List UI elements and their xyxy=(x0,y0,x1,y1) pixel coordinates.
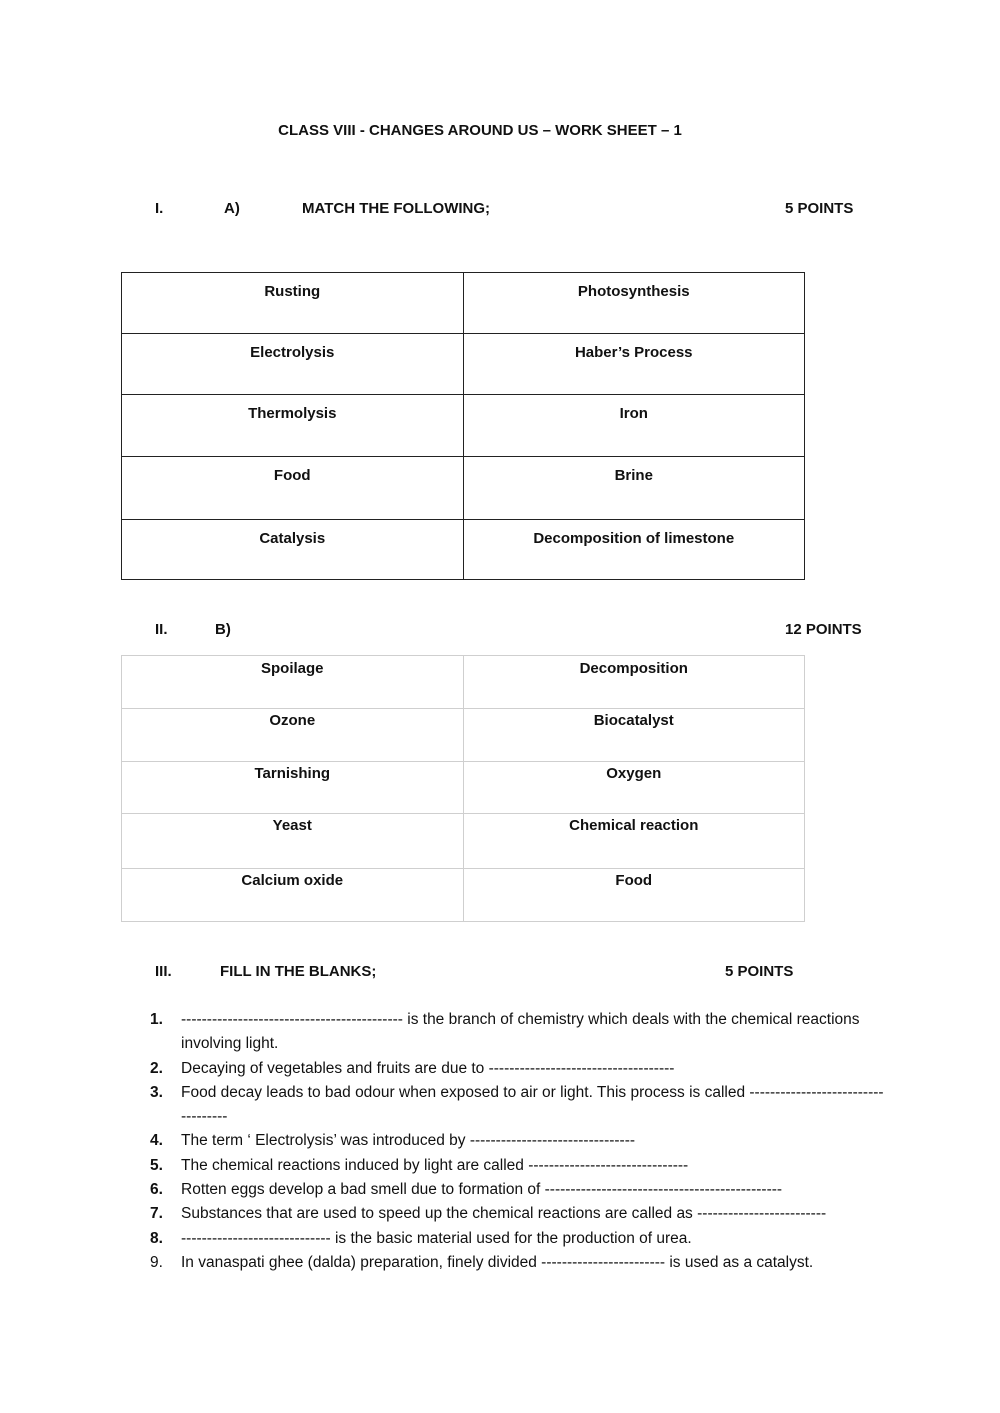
list-item xyxy=(150,1057,885,1081)
match-left-cell: Yeast xyxy=(122,814,464,869)
match-right-cell: Brine xyxy=(463,457,805,520)
table-row xyxy=(122,656,805,709)
match-right-cell: Decomposition xyxy=(463,656,805,709)
section3-heading: FILL IN THE BLANKS; xyxy=(220,963,377,980)
match-left-cell: Ozone xyxy=(122,709,464,762)
list-item xyxy=(150,1008,885,1057)
fill-in-blanks-list xyxy=(150,1008,885,1275)
table-row xyxy=(122,869,805,922)
match-right-cell: Photosynthesis xyxy=(463,273,805,334)
table-row xyxy=(122,709,805,762)
match-left-cell: Tarnishing xyxy=(122,762,464,814)
item-number: 6. xyxy=(150,1181,163,1199)
section2-roman: II. xyxy=(155,621,168,638)
item-number: 4. xyxy=(150,1132,163,1150)
section3-points: 5 POINTS xyxy=(725,963,794,980)
item-number: 9. xyxy=(150,1253,163,1271)
match-right-cell: Food xyxy=(463,869,805,922)
list-item xyxy=(150,1154,885,1178)
section1-points: 5 POINTS xyxy=(785,200,854,217)
match-left-cell: Spoilage xyxy=(122,656,464,709)
list-item xyxy=(150,1202,885,1226)
item-number: 7. xyxy=(150,1205,163,1223)
item-number: 3. xyxy=(150,1083,163,1101)
match-right-cell: Oxygen xyxy=(463,762,805,814)
item-number: 8. xyxy=(150,1229,163,1247)
item-number: 5. xyxy=(150,1156,163,1174)
table-row xyxy=(122,814,805,869)
match-left-cell: Calcium oxide xyxy=(122,869,464,922)
item-text: Substances that are used to speed up the chemical reactions are called as ------------------------- xyxy=(181,1205,827,1223)
item-text: The chemical reactions induced by light are called ------------------------------- xyxy=(181,1156,689,1174)
table-row xyxy=(122,457,805,520)
match-right-cell: Iron xyxy=(463,395,805,457)
match-right-cell: Decomposition of limestone xyxy=(463,520,805,580)
section3-roman: III. xyxy=(155,963,172,980)
item-text: Decaying of vegetables and fruits are due to ------------------------------------ xyxy=(181,1059,675,1077)
item-text: ------------------------------------------- is the branch of chemistry which deals with the chemical reactions involving light. xyxy=(181,1011,860,1053)
list-item xyxy=(150,1227,885,1251)
match-right-cell: Haber’s Process xyxy=(463,334,805,395)
match-table-a xyxy=(121,272,805,580)
item-text: In vanaspati ghee (dalda) preparation, finely divided ------------------------ is used as a catalyst. xyxy=(181,1253,814,1271)
section1-letter: A) xyxy=(224,200,240,217)
item-number: 2. xyxy=(150,1059,163,1077)
match-left-cell: Thermolysis xyxy=(122,395,464,457)
list-item xyxy=(150,1129,885,1153)
match-left-cell: Rusting xyxy=(122,273,464,334)
table-row xyxy=(122,762,805,814)
item-text: Rotten eggs develop a bad smell due to formation of ---------------------------------------------- xyxy=(181,1181,783,1199)
list-item xyxy=(150,1178,885,1202)
item-text: ----------------------------- is the basic material used for the production of urea. xyxy=(181,1229,692,1247)
table-row xyxy=(122,520,805,580)
item-text: The term ‘ Electrolysis’ was introduced by -------------------------------- xyxy=(181,1132,636,1150)
match-table-b xyxy=(121,655,805,922)
table-row xyxy=(122,334,805,395)
match-left-cell: Food xyxy=(122,457,464,520)
worksheet-title: CLASS VIII - CHANGES AROUND US – WORK SHEET – 1 xyxy=(278,122,682,139)
match-right-cell: Biocatalyst xyxy=(463,709,805,762)
item-number: 1. xyxy=(150,1011,163,1028)
list-item xyxy=(150,1081,885,1130)
match-left-cell: Catalysis xyxy=(122,520,464,580)
list-item xyxy=(150,1251,885,1275)
section2-letter: B) xyxy=(215,621,231,638)
item-text: Food decay leads to bad odour when exposed to air or light. This process is called ----------------------------------- xyxy=(181,1083,884,1126)
match-left-cell: Electrolysis xyxy=(122,334,464,395)
match-right-cell: Chemical reaction xyxy=(463,814,805,869)
section1-roman: I. xyxy=(155,200,164,217)
table-row xyxy=(122,273,805,334)
table-row xyxy=(122,395,805,457)
section1-heading: MATCH THE FOLLOWING; xyxy=(302,200,491,217)
section2-points: 12 POINTS xyxy=(785,621,862,638)
